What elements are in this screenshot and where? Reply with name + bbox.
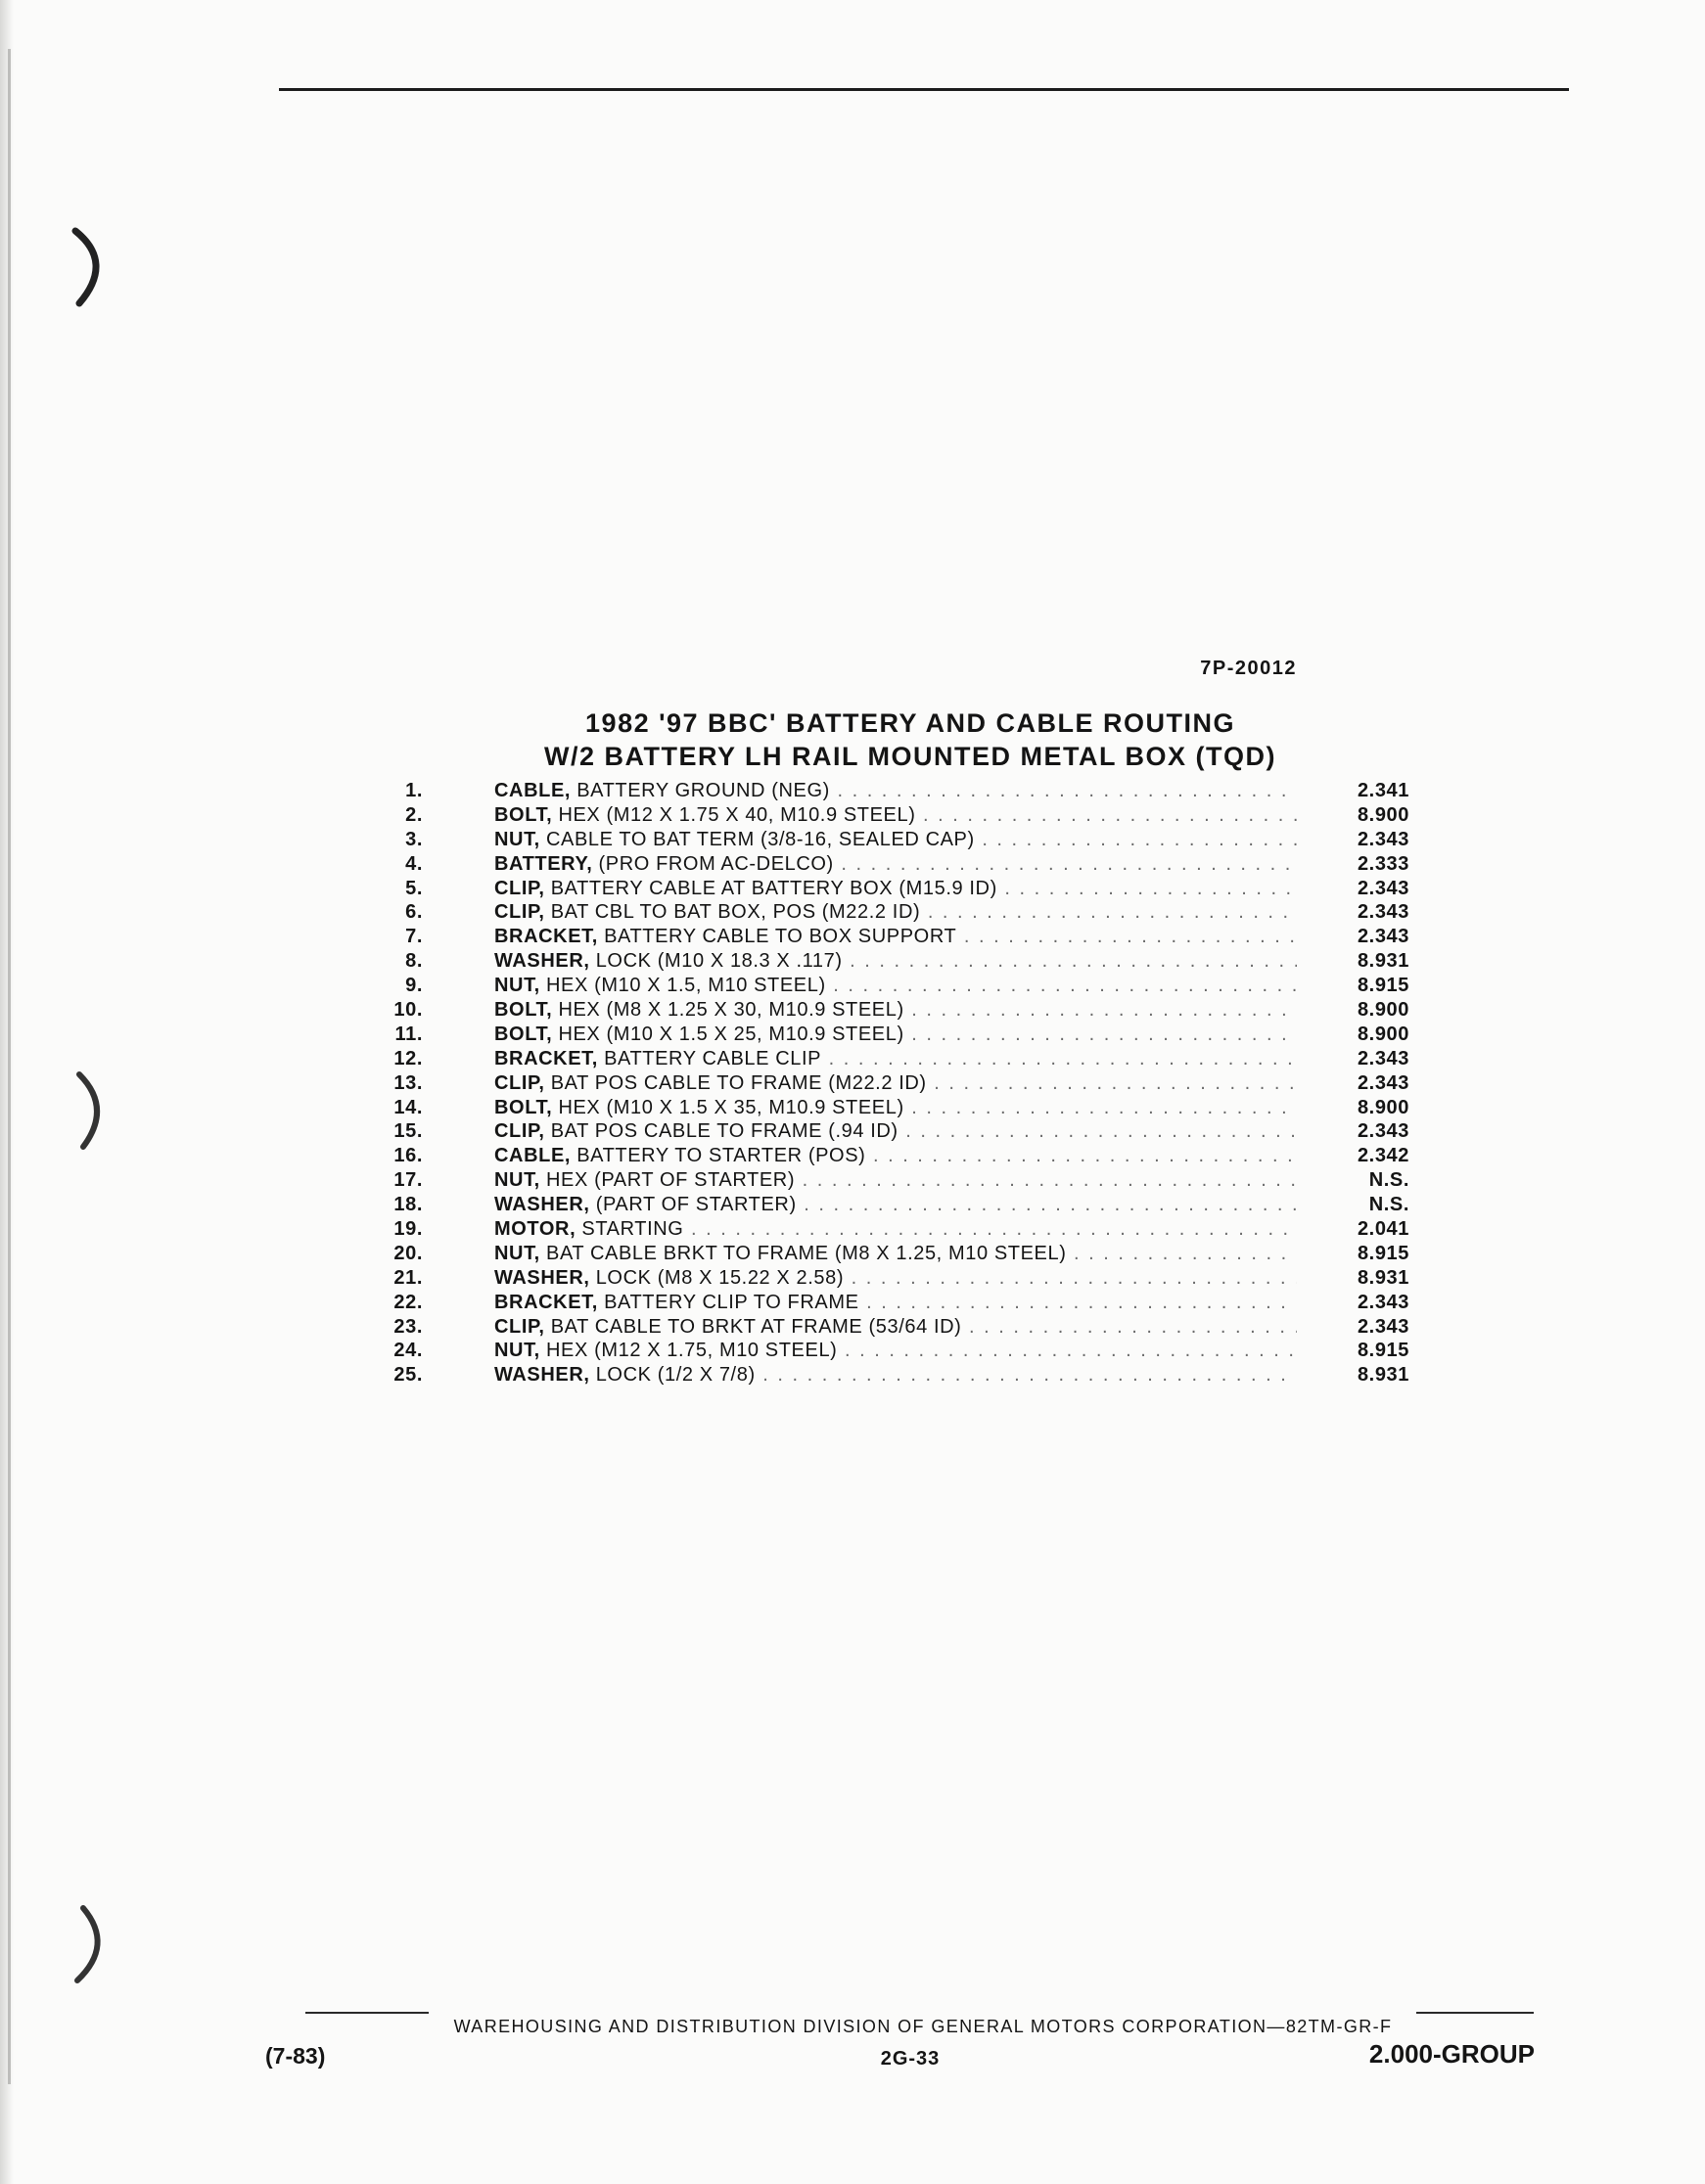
parts-list-row [372,949,1409,974]
part-detail: STARTING [576,1218,684,1241]
part-group-number: 8.931 [1357,950,1409,973]
part-number: 23. [393,1315,423,1338]
parts-list-row [372,1144,1409,1168]
part-number: 5. [405,877,423,899]
part-group-number: 8.915 [1357,1242,1409,1264]
part-group-number: 2.041 [1357,1218,1409,1241]
part-detail: HEX (M10 X 1.5 X 35, M10.9 STEEL) [552,1096,904,1118]
part-description [494,1023,1297,1047]
parts-list-row [372,803,1409,828]
part-name: MOTOR, [494,1218,576,1241]
part-name: BOLT, [494,1096,553,1118]
part-detail: BATTERY GROUND (NEG) [571,780,830,801]
part-group-number: 2.343 [1357,1071,1409,1094]
parts-list-row [372,974,1409,998]
parts-list-row [372,1242,1409,1266]
footer-date: (7-83) [265,2043,326,2069]
part-name: WASHER, [494,1266,590,1289]
part-name: BOLT, [494,803,553,826]
part-group-number: 2.343 [1357,1291,1409,1313]
part-name: BRACKET, [494,926,598,948]
part-name: BATTERY, [494,852,593,875]
parts-list-row [372,1193,1409,1217]
part-number: 18. [393,1194,423,1216]
part-number: 21. [393,1266,423,1289]
part-description [494,1217,1297,1242]
part-description [494,974,1297,998]
part-group-number: 2.343 [1357,1047,1409,1069]
part-number: 25. [393,1364,423,1387]
part-detail: BATTERY CLIP TO FRAME [597,1291,859,1313]
part-group-number: 2.343 [1357,901,1409,924]
part-number: 14. [393,1096,423,1118]
parts-list-row [372,925,1409,949]
part-detail: (PRO FROM AC-DELCO) [592,852,834,875]
part-description [494,1144,1297,1168]
part-description [494,877,1297,901]
part-name: BOLT, [494,1023,553,1045]
footer-group: 2.000-GROUP [1368,2039,1535,2069]
part-detail: BATTERY CABLE CLIP [597,1047,822,1069]
part-number: 13. [393,1071,423,1094]
part-number: 17. [393,1169,423,1192]
parts-list-row [372,1023,1409,1047]
binder-hole-mark [54,1067,122,1155]
page-title-line-2: W/2 BATTERY LH RAIL MOUNTED METAL BOX (TQD) [544,742,1276,771]
part-description [494,1096,1297,1120]
part-group-number: 2.342 [1357,1145,1409,1167]
part-group-number: N.S. [1368,1194,1409,1216]
footer-division-line: WAREHOUSING AND DISTRIBUTION DIVISION OF GENERAL MOTORS CORPORATION—82TM-GR-F [453,2017,1393,2036]
parts-list-row [372,1096,1409,1120]
part-description [494,803,1297,828]
part-group-number: N.S. [1368,1169,1409,1192]
parts-list-row [372,1266,1409,1291]
part-detail: BATTERY TO STARTER (POS) [571,1145,866,1167]
part-detail: HEX (M12 X 1.75 X 40, M10.9 STEEL) [552,803,916,826]
part-name: CLIP, [494,1071,545,1094]
part-detail: LOCK (M10 X 18.3 X .117) [589,950,843,973]
part-detail: BAT POS CABLE TO FRAME (.94 ID) [544,1120,899,1143]
part-description [494,1266,1297,1291]
part-name: CABLE, [494,780,572,801]
parts-list-row [372,900,1409,925]
part-description [494,1242,1297,1266]
parts-list-row [372,1119,1409,1144]
part-number: 4. [405,852,423,875]
part-description [494,925,1297,949]
part-group-number: 8.900 [1357,803,1409,826]
part-name: CLIP, [494,901,545,924]
part-name: NUT, [494,1242,540,1264]
part-description [494,828,1297,852]
part-detail: HEX (M8 X 1.25 X 30, M10.9 STEEL) [552,999,904,1022]
part-group-number: 2.343 [1357,828,1409,850]
part-group-number: 2.343 [1357,1120,1409,1143]
part-detail: LOCK (M8 X 15.22 X 2.58) [589,1266,845,1289]
parts-list-row [372,779,1409,803]
part-name: CLIP, [494,877,545,899]
part-number: 15. [393,1120,423,1143]
part-name: WASHER, [494,1194,590,1216]
part-name: NUT, [494,1169,540,1192]
part-name: NUT, [494,828,540,850]
part-detail: BAT CABLE BRKT TO FRAME (M8 X 1.25, M10 STEEL) [539,1242,1067,1264]
binder-hole-mark [54,1898,122,1986]
part-detail: BAT CBL TO BAT BOX, POS (M22.2 ID) [544,901,921,924]
parts-list-row [372,1047,1409,1071]
part-group-number: 2.343 [1357,1315,1409,1338]
part-number: 10. [393,999,423,1022]
part-number: 7. [405,926,423,948]
part-number: 12. [393,1047,423,1069]
part-description [494,1315,1297,1340]
part-number: 1. [405,780,423,801]
part-description [494,1363,1297,1388]
parts-list-row [372,852,1409,877]
part-number: 24. [393,1340,423,1362]
part-group-number: 8.931 [1357,1266,1409,1289]
part-description [494,900,1297,925]
parts-list [372,779,1409,1388]
part-number: 16. [393,1145,423,1167]
part-group-number: 8.900 [1357,1023,1409,1045]
footer-rule-left [305,2012,429,2014]
part-group-number: 8.931 [1357,1364,1409,1387]
parts-list-row [372,998,1409,1023]
part-group-number: 2.343 [1357,926,1409,948]
footer-page-number: 2G-33 [880,2048,941,2070]
part-number: 19. [393,1218,423,1241]
binder-edge [8,49,11,2084]
part-detail: HEX (M12 X 1.75, M10 STEEL) [539,1340,838,1362]
part-description [494,852,1297,877]
part-description [494,1071,1297,1096]
parts-list-row [372,828,1409,852]
part-detail: (PART OF STARTER) [589,1194,797,1216]
part-number: 8. [405,950,423,973]
part-detail: HEX (M10 X 1.5, M10 STEEL) [539,975,826,997]
part-name: NUT, [494,1340,540,1362]
part-name: WASHER, [494,950,590,973]
page-title-line-1: 1982 '97 BBC' BATTERY AND CABLE ROUTING [585,708,1235,738]
part-number: 9. [405,975,423,997]
top-rule [279,88,1569,91]
part-number: 2. [405,803,423,826]
parts-list-row [372,1071,1409,1096]
part-name: BRACKET, [494,1291,598,1313]
parts-list-row [372,1291,1409,1315]
part-detail: BATTERY CABLE TO BOX SUPPORT [597,926,957,948]
part-description [494,1193,1297,1217]
parts-list-row [372,1315,1409,1340]
parts-list-row [372,877,1409,901]
part-description [494,949,1297,974]
figure-number: 7P-20012 [1200,658,1297,679]
part-name: NUT, [494,975,540,997]
part-name: BOLT, [494,999,553,1022]
part-description [494,1339,1297,1363]
part-description [494,1047,1297,1071]
part-name: BRACKET, [494,1047,598,1069]
part-group-number: 8.915 [1357,975,1409,997]
parts-list-row [372,1363,1409,1388]
parts-list-row [372,1217,1409,1242]
parts-list-row [372,1339,1409,1363]
part-name: CLIP, [494,1120,545,1143]
binder-hole-mark [54,223,122,311]
part-number: 11. [394,1023,423,1045]
part-detail: LOCK (1/2 X 7/8) [589,1364,756,1387]
part-group-number: 8.915 [1357,1340,1409,1362]
part-detail: BAT POS CABLE TO FRAME (M22.2 ID) [544,1071,927,1094]
part-group-number: 8.900 [1357,1096,1409,1118]
part-description [494,1119,1297,1144]
part-detail: BATTERY CABLE AT BATTERY BOX (M15.9 ID) [544,877,997,899]
part-detail: CABLE TO BAT TERM (3/8-16, SEALED CAP) [539,828,975,850]
part-description [494,1291,1297,1315]
part-description [494,998,1297,1023]
parts-list-row [372,1168,1409,1193]
part-number: 3. [405,828,423,850]
part-detail: HEX (M10 X 1.5 X 25, M10.9 STEEL) [552,1023,904,1045]
part-group-number: 8.900 [1357,999,1409,1022]
part-detail: BAT CABLE TO BRKT AT FRAME (53/64 ID) [544,1315,962,1338]
part-description [494,1168,1297,1193]
page-edge-shadow [0,0,14,2184]
part-detail: HEX (PART OF STARTER) [539,1169,796,1192]
part-group-number: 2.341 [1357,780,1409,801]
part-group-number: 2.333 [1357,852,1409,875]
part-description [494,779,1297,803]
part-name: CLIP, [494,1315,545,1338]
part-number: 22. [393,1291,423,1313]
part-group-number: 2.343 [1357,877,1409,899]
part-name: WASHER, [494,1364,590,1387]
part-number: 6. [405,901,423,924]
part-name: CABLE, [494,1145,572,1167]
footer-rule-right [1416,2012,1534,2014]
part-number: 20. [393,1242,423,1264]
